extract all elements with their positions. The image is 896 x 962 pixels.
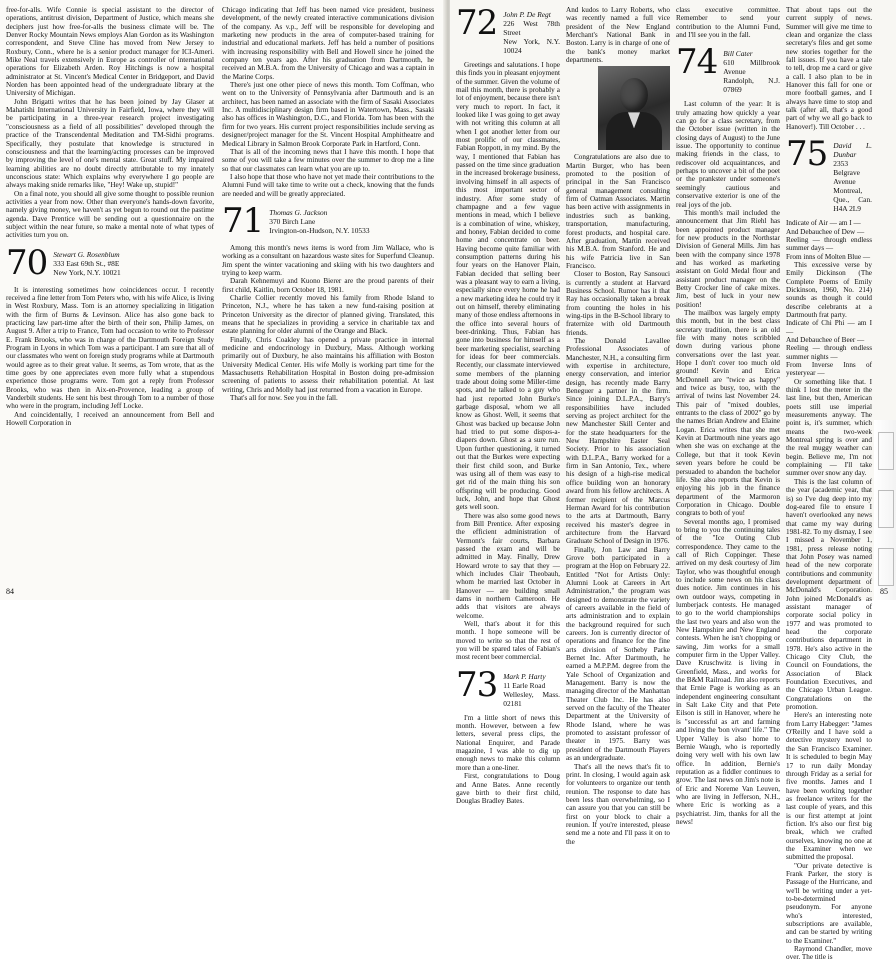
paragraph: "Our private detective is Frank Parker, the story is Passage of the Hurricane, and we'll be writing under a yet-to-be-determined pseudonym. For anyone who's interested, subscriptions are available, and can be started by writing to the Examiner."	[786, 861, 872, 945]
paragraph: It is interesting sometimes how coincidences occur. I recently received a fine letter from Tom Peters who, with his wife Alice, is living in West Roxbury, Mass. Tom is an attorney specializing in litigation with the firm of Burns & Levinson. Alice has also gone back to practicing law part-time after the birth of their son, Philip James, on August 9. After a trip to France, Tom had occasion to write to Professor E. Frank Brooks, who was in charge of the Dartmouth Foreign Study Program in Lyons in which Tom was a participant. I am sure that all of our classmates who went on foreign study programs while at Dartmouth would agree as to their great value. It seems, as Tom wrote, that as the time goes by one appreciates even more fully what a stupendous experience those programs were. Tom got a reply from Professor Brooks, who was then in Aix-en-Provence, leading a group of Vanderbilt students. He sent his best through Tom to a number of those who were in the program, including Jeff Locke.	[6, 285, 214, 411]
left-column-2	[222, 6, 434, 590]
street-address: 226 West 78th Street	[503, 19, 560, 37]
paragraph: Here's an interesting note from Larry Habegger: "James O'Reilly and I have sold a detective mystery novel to the San Francisco Examiner. It is scheduled to begin May 17 to run daily Monday through Friday as a serial for five months. James and I have been working together as freelance writers for the last couple of years, and this is our first attempt at joint fiction. It's also our first big break, which we crafted ourselves, knowing no one at the Examiner when we submitted the proposal.	[786, 711, 872, 862]
city-address: New York, N.Y. 10021	[53, 267, 121, 277]
class-year-number: 71	[222, 200, 264, 241]
paragraph: This is the last column of the year (academic year, that is) so I've dug deep into my dog-eared file to ensure I haven't overlooked any news that came my way during 1981-82. To my dismay, I see I missed a November 1, 1981, press release noting that John Posey was named head of the new corporate contributions and community development department of McDonald's Corporation. John joined McDonald's as assistant manager of corporate social policy in 1977 and was promoted to head the corporate contributions department in 1978. He's also active in the Chicago City Club, the Council on Foundations, the Association of Black Foundation Executives, and the Chicago Urban League. Congratulations on the promotion.	[786, 477, 872, 712]
street-address: 2353 Belgrave Avenue	[833, 159, 860, 187]
paragraph: I also hope that those who have not yet made their contributions to the Alumni Fund will take time to write out a check, knowing that the funds are needed and will be greatly appreciated.	[222, 172, 434, 198]
street-address: 333 East 69th St., #8E	[53, 258, 120, 268]
paragraph: Among this month's news items is word from Jim Wallace, who is working as a consultant on hazardous waste sites for Superfund Cleanup. Jim spent the winter vacationing and skiing with his two daughters and trying to keep warm.	[222, 243, 434, 277]
poem-line: From Inverse Inns of yesteryear —	[786, 361, 872, 378]
left-page	[0, 0, 446, 600]
city-address: Wellesley, Mass. 02181	[503, 689, 560, 708]
poem-line: And Debauchee of Dew —	[786, 227, 865, 236]
paragraph: There was also some good news from Bill Prentice. After exposing the efficient administration of Vermont's fair courts, Barbara passed the exam and will be admitted in May. Finally, Drew Howard wrote to say that they — which includes Clair Theobauh, whom he married last October in Hanover — are building small dams in northern Cameroon. He adds that visitors are always welcome.	[456, 511, 560, 620]
paragraph: class executive committee. Remember to send your contribution to the Alumni Fund, and I'll see you in the fall.	[676, 6, 780, 40]
right-column-4	[786, 6, 872, 962]
secretary-name: Thomas G. Jackson	[269, 207, 328, 217]
right-column-2	[566, 6, 670, 846]
classmate-portrait-photo	[598, 66, 670, 150]
class-header-74	[676, 42, 780, 95]
class-year-number: 75	[786, 134, 828, 175]
city-address: Irvington-on-Hudson, N.Y. 10533	[269, 225, 370, 235]
secretary-name: John P. De Regt	[503, 10, 551, 19]
class-year-number: 70	[6, 242, 48, 283]
paragraph: Last column of the year: It is truly amazing how quickly a year can go for a class secretary, from the October issue (written in the closing days of August) to the June issue. The opportunity to continue making friends in the class, to rediscover old acquaintances, and perhaps to uncover a bit of the poet or the prankster under someone's seemingly cautious and conservative exterior is one of the real joys of the job.	[676, 100, 780, 209]
right-column-1	[456, 3, 561, 806]
paragraph: Chicago indicating that Jeff has been named vice president, business development, of the newly created interactive communications division of the company. As v.p., Jeff will be responsible for developing and marketing new products in the area of computer-based training for industrial and educational markets. Jeff has held a number of positions with increasing responsibility with Bell and Howell since he joined the company ten years ago. After his graduation from Dartmouth, he received an M.B.A. from the University of Chicago and was a captain in the Marine Corps.	[222, 6, 434, 81]
street-address: 11 Earle Road	[503, 680, 546, 690]
class-secretary-address	[503, 6, 560, 55]
paragraph: And kudos to Larry Roberts, who was recently named a full vice president of the New England Merchant's National Bank in Boston. Larry is in charge of one of the bank's money market departments.	[566, 6, 670, 65]
paragraph: Congratulations are also due to Martin Burger, who has been promoted to the position of principal in the San Francisco general management consulting firm of Oatman Associates. Martin has been active with assignments in industries such as banking, transportation, manufacturing, forest products, and hospital care. After graduation, Martin received his M.B.A. from Stanford. He and his wife Patricia live in San Francisco.	[566, 153, 670, 270]
city-address: Randolph, N.J. 07869	[723, 76, 780, 95]
paragraph: There's just one other piece of news this month. Tom Coffman, who went on to the University of Pennsylvania after Dartmouth and is an architect, has been named an associate with the firm of Sasaki Associates Inc. A multidisciplinary design firm based in Watertown, Mass., Sasaki also has offices in Washington, D.C., and Florida. Tom has been with the firm for two years. His current project responsibilities include serving as designer/project manager for the St. Vincent Hospital Amphitheatre and Medical Library in Salmon Brook Corporate Park in Hartford, Conn.	[222, 81, 434, 148]
class-year-number: 72	[456, 3, 498, 43]
paragraph: The mailbox was largely empty this month, but in the best class secretary tradition, there is an old file with many notes scribbled down during various phone conversations over the last year. Hope I don't cover too much old ground! Kevin and Erica McDonnell are "twice as happy" and twice as busy, too, with the arrival of twins last November 24. This pair of "mixed doubles, entrants to the class of 2002" go by the names Brian Andrew and Elaine Logan. Erica writes that she met Kevin at Dartmouth nine years ago when she was on exchange at the College, but that it took Kevin seven years before he could be persuaded to abandon the bachelor life. She also reports that Kevin is enjoying his job in the finance department of the Marmoron Corporation in Chicago. Double congrats to both of you!	[676, 308, 780, 518]
class-header-72	[456, 3, 560, 55]
poem-line: Indicate of Chi Phi — am I —	[786, 319, 872, 336]
class-secretary-address	[53, 246, 120, 277]
class-secretary-address	[833, 137, 872, 213]
paragraph: free-for-alls. Wife Connie is special assistant to the director of operations, antitrust division, Department of Justice, which means she deciphers just how free-for-alls the business climate will be. The Denver Rocky Mountain News employs Alan Gordon as its Washington correspondent, and Steve Cline has moved from New Jersey to Roxbury, Conn., where he is a senior product manager for ICI-Ameri. Mike Neal travels extensively in Europe as controller of international operations for Elizabeth Arden. Roy Hitchings is now a hospital administrator at St. Vincent's Medical Center in Bridgeport, and David Norden has been appointed head of the undergraduate library at the University of Michigan.	[6, 6, 214, 98]
paragraph: Several months ago, I promised to bring to you the continuing tales of the "Ice Outing Club correspondence. They came to the call of Rich Coppinger. These arrived on my desk courtesy of Jim Taylor, who was thoughtful enough to include some news on his class dues notice. Jim continues in his own outdoor ways, competing in lumberjack contests. He managed to go to the world championships the last two years and also won the New Hampshire and New England contests. When he isn't chopping or sawing, Jim works for a small computer firm in the Upper Valley. Dave Kruschwitz is living in Greenfield, Mass., and works for the B&M Railroad. Jim also reports that Ernie Page is working as an independent engineering consultant in Salt Lake City and that Pete Eilson is still in Hanover, where he is "successful as art and farming and living the 'bon vivant' life." The Upper Valley is also home to Bernie Waugh, who is reportedly doing very well with his own law office. In addition, Bernie's reputation as a fiddler continues to grow. The last news on Jim's note is of Eric and Noreme Van Leuven, who are living in Jefferson, N.H., where Eric is working as a psychiatrist. Jim, thanks for all the news!	[676, 517, 780, 826]
class-secretary-address	[269, 204, 369, 235]
secretary-name: Stewart G. Rosenblum	[53, 249, 120, 259]
class-secretary-address	[723, 45, 780, 94]
paragraph: That's all the news that's fit to print. In closing, I would again ask for volunteers to organize our tenth reunion. The response to date has been less than overwhelming, so I can assure you that you can still be first on your block to chair a reunion. If you're interested, please send me a note and I'll pass it on to the	[566, 762, 670, 846]
paragraph: That is all of the incoming news that I have this month. I hope that some of you will take a few minutes over the summer to drop me a line so that our classmates can learn what you are up to.	[222, 147, 434, 173]
paragraph: Raymond Chandler, move over. The title is	[786, 945, 872, 962]
poem-line: Reeling — through endless summer nights —	[786, 344, 872, 361]
paragraph: Darah Kehnemuyi and Kuono Bierer are the proud parents of their first child, Kaitlin, born October 18, 1981.	[222, 277, 434, 294]
class-header-70	[6, 242, 214, 283]
poem-line: From inns of Molten Blue —	[786, 252, 871, 261]
secretary-name: Bill Cater	[723, 49, 753, 59]
class-header-73	[456, 664, 560, 708]
paragraph: Or something like that. I think I lost the meter in the last line, but then, American poets still use imperial measurements anyway. The point is, it's summer, which means the two-week Montreal spring is over and the real muggy weather can begin. Believe me, I'm not complaining — I'll take summer over snow any day.	[786, 377, 872, 478]
left-column-1	[6, 6, 214, 590]
poem-line: And Debauchee of Beer —	[786, 335, 865, 344]
paragraph: That about taps out the current supply of news. Summer will give me time to clean and organize the class secretary's files and get some new stories together for the fall issues. If you have a tale to tell, drop me a card or give a call. I also plan to be in Hanover this fall for one or more football games, and I always have time to stop and talk (after all, that's a good part of why we all go back to Hanover!). Till October . . .	[786, 6, 872, 131]
paragraph: Closer to Boston, Ray Sansouci is currently a student at Harvard Business School. Rumor has it that Ray has occasionally taken a break from counting the holes in his wing-tips in the B-School library to fraternize with old Dartmouth friends.	[566, 270, 670, 337]
paragraph: Charlie Collier recently moved his family from Rhode Island to Princeton, N.J., where he has taken a new fund-raising position at Princeton University as the director of planned giving. Translated, this means that he specializes in providing a service in charitable tax and estate planning for older alumni of the Orange and Black.	[222, 293, 434, 336]
page-number: 85	[880, 587, 888, 596]
right-page	[450, 0, 896, 962]
page-edge-marker	[874, 420, 896, 600]
city-address: New York, N.Y. 10024	[503, 37, 560, 55]
paragraph: This excessive verse by Emily Dickinson (The Complete Poems of Emily Dickinson, 1960, No. 214) sounds as though it could describe celebrants at a Dartmouth frat party.	[786, 260, 872, 319]
class-year-number: 74	[676, 42, 718, 83]
class-header-71	[222, 200, 434, 241]
poem-line: Reeling — through endless summer days —	[786, 235, 872, 253]
paragraph: And coincidentally, I received an announcement from Bell and Howell Corporation in	[6, 410, 214, 428]
class-year-number: 73	[456, 664, 498, 705]
paragraph: This month's mail included the announcement that Jim Riehl has been appointed product manager for new products in the Northstar Division of General Mills. Jim has been with the company since 1978 and has worked as marketing assistant on Gold Medal flour and assistant product manager on the Betty Crocker line of cake mixes. Jim, best of luck in your new position!	[676, 208, 780, 309]
paragraph: Well, that's about it for this month. I hope someone will be moved to write so that the rest of you will be spared tales of Fabian's most recent beer commercial.	[456, 620, 560, 662]
page-number: 84	[6, 587, 14, 596]
class-secretary-address	[503, 668, 560, 708]
paragraph: Finally, Chris Coakley has opened a private practice in internal medicine and endocrinology in Duxbury, Mass. Although working primarily out of Duxbury, he also maintains his affiliation with Boston University Medical Center. His wife Molly is working part time for the Massachusetts Rehabilitation Hospital in Boston doing pre-admission screening of patients to assess their rehabilitation potential. At last writing, Chris and Molly had just returned from a vacation in Europe.	[222, 335, 434, 394]
paragraph: First, congratulations to Doug and Anne Bates. Anne recently gave birth to their first child, Douglas Bradley Bates.	[456, 772, 560, 806]
secretary-name: Mark P. Harty	[503, 671, 546, 681]
city-address: Montreal, Que., Can. H4A 2L9	[833, 186, 872, 214]
paragraph: I'm a little short of news this month. However, between a few letters, several press clips, the National Enquirer, and Parade magazine, I was able to dig up enough news to make this column more than a one-liner.	[456, 713, 560, 772]
class-header-75	[786, 134, 872, 214]
paragraph: John Brigatti writes that he has been joined by Jay Glaser at Mahatishi International University in Fairfield, Iowa, where they will be participating in a three-year research project investigating "consciousness as a field of all possibilities" developed through the practice of the Transcendental Meditation and TM-Sidhi programs. Specifically, they postulate that knowledge is structured in consciousness and that the learning/acting processes can be improved by improving the level of one's mental state. Great stuff. My impaired learning abilities are no doubt directly attributable to my innately unconscious state: Which explains why everywhere I go people are always making snide remarks like, "Hey! Wake up, stupid!"	[6, 97, 214, 190]
street-address: 370 Birch Lane	[269, 216, 316, 226]
paragraph: Greetings and salutations. I hope this finds you in pleasant enjoyment of the summer. Given the volume of mail this month, there is probably a lot of enjoyment, because there isn't very much to report. In fact, it looked like I was going to get away with not writing this column at all when I got another letter from our most prolific of our classmates, Fabian Roppott, in my mind. By the way, I mentioned that Fabian has passed on the time since graduation in the increased brokerage business, involving himself in all aspects of this most important sector of industry. After some study of champagne and a few vague mentions in mead, which I believe is a combination of wine, whiskey, and honey, Fabian decided to come home and concentrate on beer. Having become quite familiar with consumption patterns during his four years on the Hanover Plain, Fabian decided that selling beer was a pleasant way to earn a living, especially since every home he had a new marketing idea he could try it out on himself, thereby eliminating many of those endless afternoons in the office into several hours of beer-drinking. Thus, Fabian has gone into business for himself as a beer marketing specialist, searching for ideas for beer commercials. Recently, our classmate interviewed some members of the planning trade about doing some Miller-time spots, and he talked to a guy who had just reported John Burke's garbage disposal, whom we all know as Ghost. Well, it seems that Ghost was backed up because John had tried to put some dispos-a-diapers down. Ghost as a sure run. Upon further questioning, it turned out that the Burkes were expecting their first child soon, and Burke was using all of them was easy to get rid of the main thing his son offspring will be producing. Good luck, John, and hope that Ghost gets well soon.	[456, 61, 561, 512]
poem-line: Indicate of Air — am I —	[786, 219, 861, 228]
paragraph: That's all for now. See you in the fall.	[230, 394, 338, 403]
paragraph: Finally, Jon Law and Barry Grove both participated in a program at the Hop on February 22. Entitled "Not for Artists Only: Alumni Look at Careers in Art Administration," the program was designed to demonstrate the variety of careers available in the field of arts administration and to explain the background required for such careers. Jon is currently director of operations and finance for the fine arts division of Sotheby Parke Bernet Inc. After Dartmouth, he earned a M.P.P.M. degree from the Yale School of Organization and Management. Barry is now the managing director of the Manhattan Theater Club Inc. He has also served on the faculty of the Theater Department at the University of Rhode Island, where he was promoted to assistant professor of theater in 1975. Barry was president of the Dartmouth Players as an undergraduate.	[566, 545, 670, 763]
secretary-name: David L. Dunbar	[833, 141, 872, 160]
street-address: 610 Millbrook Avenue	[723, 58, 780, 77]
paragraph: The Donald Lavallee Professional Associates of Manchester, N.H., a consulting firm with expertise in architecture, energy conservation, and interior design, has recently made Barry Beneguer a partner in the firm. Since joining D.L.P.A., Barry's responsibilities have included serving as project architect for the new Manchester Skill Center and for the state headquarters for the New Hampshire Easter Seal Society. Prior to his association with D.L.P.A., Barry worked for a firm in San Antonio, Tex., where his design of a high-rise medical office building won an honorary award from his fellow architects. A former recipient of the Marcus Herman Award for his contribution to the arts at Dartmouth, Barry received his master's degree in architecture from the Harvard Graduate School of Design in 1976.	[566, 336, 670, 546]
paragraph: On a final note, you should all give some thought to possible reunion activities a year from now. Other than everyone's hands-down favorite, namely giving money, we haven't as yet begun to round out the pastime agenda. Dave Prentice will be sending out a questionnaire on the subject within the near future, so make a mental note of what types of activities turn you on.	[6, 189, 214, 240]
right-column-3	[676, 6, 780, 826]
